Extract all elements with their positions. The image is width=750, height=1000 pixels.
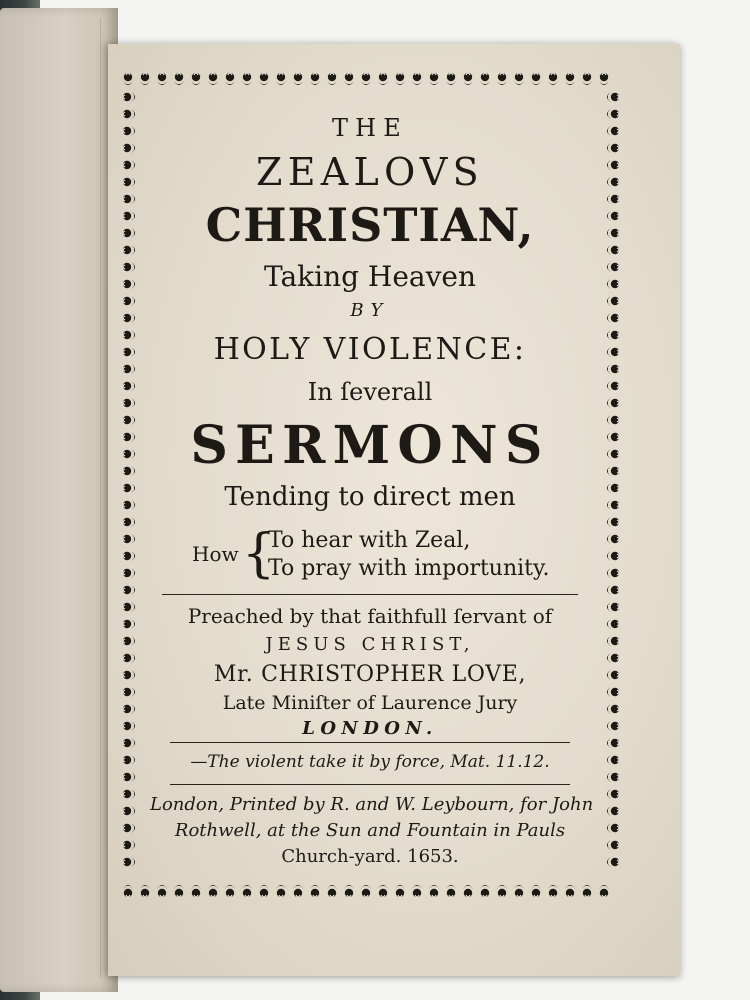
ornament-glyph: [123, 670, 135, 680]
ornament-glyph: [607, 126, 619, 136]
ornament-glyph: [607, 432, 619, 442]
title-text-block: [150, 110, 594, 870]
ornament-glyph: [157, 885, 167, 897]
ornament-glyph: [123, 653, 135, 663]
title-christian: CHRISTIAN,: [205, 198, 535, 252]
ornament-glyph: [123, 704, 135, 714]
ornament-glyph: [123, 296, 135, 306]
ornament-glyph: [123, 415, 135, 425]
ornament-glyph: [123, 687, 135, 697]
ornament-glyph: [514, 885, 524, 897]
ornament-glyph: [607, 602, 619, 612]
ornament-glyph: [123, 211, 135, 221]
ornament-glyph: [361, 73, 371, 85]
ornament-glyph: [607, 806, 619, 816]
ornament-glyph: [446, 885, 456, 897]
ornament-glyph: [607, 534, 619, 544]
epigraph: —The violent take it by force, Mat. 11.12.: [190, 752, 550, 772]
ornament-glyph: [607, 228, 619, 238]
ornament-glyph: [208, 73, 218, 85]
title-zealous: ZEALOVS: [255, 150, 485, 194]
ornament-glyph: [344, 885, 354, 897]
ornament-glyph: [123, 364, 135, 374]
ornament-glyph: [310, 73, 320, 85]
ornament-glyph: [123, 568, 135, 578]
ornament-glyph: [446, 73, 456, 85]
how-word: How: [192, 542, 239, 566]
ornament-glyph: [123, 823, 135, 833]
ornament-glyph: [582, 73, 592, 85]
ornament-glyph: [191, 73, 201, 85]
text-tending: Tending to direct men: [224, 482, 516, 512]
ornament-glyph: [607, 721, 619, 731]
how-item-zeal: To hear with Zeal,: [268, 528, 471, 553]
ornament-glyph: [123, 126, 135, 136]
text-late-minister: Late Miniſter of Laurence Jury: [222, 692, 518, 714]
ornament-glyph: [174, 885, 184, 897]
ornament-glyph: [123, 585, 135, 595]
ornament-glyph: [607, 789, 619, 799]
ornament-glyph: [607, 823, 619, 833]
ornament-glyph: [607, 415, 619, 425]
how-item-pray: To pray with importunity.: [268, 556, 550, 581]
rule-divider: [170, 742, 570, 743]
ornament-glyph: [607, 449, 619, 459]
ornament-glyph: [607, 364, 619, 374]
ornament-glyph: [123, 840, 135, 850]
text-preached: Preached by that faithfull ſervant of: [187, 604, 553, 628]
ornament-glyph: [293, 885, 303, 897]
ornament-glyph: [429, 885, 439, 897]
brace-glyph: {: [242, 524, 276, 584]
ornament-glyph: [480, 73, 490, 85]
ornament-glyph: [607, 143, 619, 153]
ornament-glyph: [123, 109, 135, 119]
ornament-glyph: [123, 143, 135, 153]
ornament-glyph: [463, 885, 473, 897]
ornament-glyph: [123, 806, 135, 816]
ornament-glyph: [123, 755, 135, 765]
ornament-glyph: [123, 330, 135, 340]
ornament-glyph: [548, 73, 558, 85]
ornament-glyph: [607, 738, 619, 748]
ornament-glyph: [276, 73, 286, 85]
ornament-glyph: [293, 73, 303, 85]
ornament-glyph: [157, 73, 167, 85]
ornament-glyph: [123, 534, 135, 544]
ornament-glyph: [607, 194, 619, 204]
ornament-glyph: [123, 602, 135, 612]
ornament-glyph: [412, 885, 422, 897]
ornament-glyph: [259, 73, 269, 85]
ornament-glyph: [225, 73, 235, 85]
ornament-glyph: [607, 517, 619, 527]
ornament-glyph: [395, 73, 405, 85]
ornament-glyph: [607, 670, 619, 680]
ornament-glyph: [123, 738, 135, 748]
text-london: LONDON.: [302, 718, 438, 739]
ornament-glyph: [607, 177, 619, 187]
ornament-glyph: [191, 885, 201, 897]
ornament-glyph: [361, 885, 371, 897]
ornament-glyph: [565, 885, 575, 897]
ornament-glyph: [607, 840, 619, 850]
ornament-glyph: [123, 483, 135, 493]
ornament-glyph: [548, 885, 558, 897]
ornament-glyph: [123, 194, 135, 204]
ornament-glyph: [344, 73, 354, 85]
ornament-glyph: [607, 330, 619, 340]
ornament-glyph: [140, 73, 150, 85]
ornament-glyph: [497, 73, 507, 85]
ornament-glyph: [582, 885, 592, 897]
page-fold: [10, 18, 101, 978]
ornament-glyph: [123, 347, 135, 357]
ornament-glyph: [607, 347, 619, 357]
rule-divider: [170, 784, 570, 785]
ornament-glyph: [429, 73, 439, 85]
ornament-glyph: [123, 160, 135, 170]
text-sermons: SERMONS: [190, 415, 550, 476]
ornament-glyph: [531, 73, 541, 85]
ornament-glyph: [607, 636, 619, 646]
ornament-glyph: [208, 885, 218, 897]
ornament-glyph: [607, 279, 619, 289]
ornament-glyph: [259, 885, 269, 897]
ornament-glyph: [480, 885, 490, 897]
ornament-glyph: [607, 466, 619, 476]
ornament-glyph: [607, 262, 619, 272]
ornament-glyph: [599, 73, 609, 85]
ornament-glyph: [123, 636, 135, 646]
ornament-glyph: [607, 772, 619, 782]
ornament-glyph: [123, 279, 135, 289]
ornament-glyph: [140, 885, 150, 897]
ornament-glyph: [514, 73, 524, 85]
ornament-glyph: [531, 885, 541, 897]
ornament-glyph: [242, 885, 252, 897]
ornament-glyph: [607, 857, 619, 867]
ornament-glyph: [123, 92, 135, 102]
ornament-glyph: [123, 177, 135, 187]
ornament-glyph: [395, 885, 405, 897]
ornament-glyph: [123, 619, 135, 629]
ornament-glyph: [607, 398, 619, 408]
ornament-glyph: [599, 885, 609, 897]
ornament-glyph: [607, 296, 619, 306]
ornament-glyph: [607, 211, 619, 221]
ornament-glyph: [607, 109, 619, 119]
ornament-glyph: [310, 885, 320, 897]
imprint-line-3: Church-yard. 1653.: [281, 846, 459, 867]
title-the: THE: [331, 114, 409, 142]
text-in-several: In ſeverall: [307, 378, 433, 406]
ornament-glyph: [463, 73, 473, 85]
subtitle-holy-violence: HOLY VIOLENCE:: [213, 332, 527, 367]
ornament-glyph: [607, 500, 619, 510]
ornament-glyph: [607, 381, 619, 391]
imprint-line-1: London, Printed by R. and W. Leybourn, for John: [150, 794, 594, 815]
ornament-glyph: [123, 721, 135, 731]
ornament-glyph: [607, 245, 619, 255]
ornament-glyph: [607, 687, 619, 697]
ornament-glyph: [607, 585, 619, 595]
ornament-glyph: [607, 755, 619, 765]
ornament-glyph: [412, 73, 422, 85]
imprint-line-2: Rothwell, at the Sun and Fountain in Pauls: [174, 820, 566, 841]
ornament-glyph: [327, 885, 337, 897]
ornament-glyph: [607, 160, 619, 170]
ornament-glyph: [378, 885, 388, 897]
author-name: Mr. CHRISTOPHER LOVE,: [213, 662, 527, 687]
ornament-glyph: [123, 772, 135, 782]
ornament-glyph: [123, 885, 133, 897]
ornament-glyph: [123, 398, 135, 408]
ornament-glyph: [123, 789, 135, 799]
ornament-glyph: [123, 551, 135, 561]
ornament-glyph: [607, 313, 619, 323]
ornament-glyph: [607, 653, 619, 663]
ornament-glyph: [123, 228, 135, 238]
ornament-glyph: [497, 885, 507, 897]
ornament-glyph: [276, 885, 286, 897]
ornament-glyph: [607, 568, 619, 578]
ornament-glyph: [123, 432, 135, 442]
ornament-glyph: [123, 381, 135, 391]
ornament-glyph: [607, 619, 619, 629]
ornament-glyph: [225, 885, 235, 897]
ornament-glyph: [327, 73, 337, 85]
subtitle-taking-heaven: Taking Heaven: [263, 260, 477, 293]
ornament-glyph: [378, 73, 388, 85]
how-group: [180, 524, 580, 588]
rule-divider: [162, 594, 578, 595]
verso-page: [0, 8, 118, 992]
ornament-glyph: [123, 73, 133, 85]
ornament-glyph: [123, 262, 135, 272]
subtitle-by: BY: [350, 300, 390, 321]
ornament-glyph: [123, 449, 135, 459]
ornament-glyph: [123, 313, 135, 323]
ornament-glyph: [123, 466, 135, 476]
text-jesus-christ: JESUS CHRIST,: [265, 634, 475, 655]
ornament-glyph: [123, 857, 135, 867]
ornament-glyph: [174, 73, 184, 85]
ornament-glyph: [607, 551, 619, 561]
ornament-glyph: [123, 517, 135, 527]
ornament-glyph: [565, 73, 575, 85]
ornament-glyph: [607, 704, 619, 714]
ornament-glyph: [123, 245, 135, 255]
ornament-glyph: [607, 483, 619, 493]
ornament-glyph: [242, 73, 252, 85]
ornament-glyph: [607, 92, 619, 102]
ornament-glyph: [123, 500, 135, 510]
